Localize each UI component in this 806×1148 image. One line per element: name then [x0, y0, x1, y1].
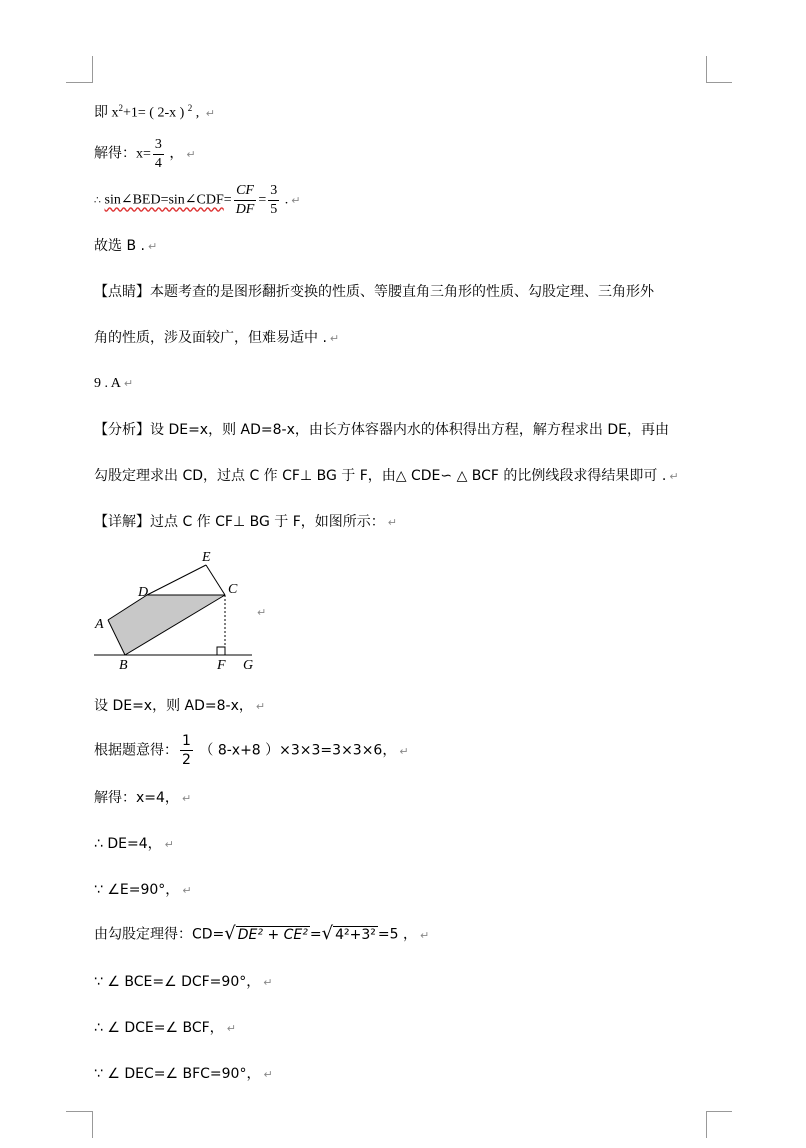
text: =	[258, 192, 267, 208]
fraction	[180, 732, 193, 769]
angle-line-3	[94, 1064, 273, 1085]
text: .	[281, 192, 289, 208]
fraction	[153, 136, 164, 173]
comment-line-1	[94, 282, 654, 302]
radicand: 4²+3²	[335, 927, 376, 943]
paragraph-mark: ↵	[257, 606, 267, 619]
solve-line	[94, 788, 191, 809]
set-line	[94, 696, 265, 717]
paragraph-mark: ↵	[186, 147, 196, 161]
edge-ec	[206, 565, 225, 595]
paragraph-mark: ↵	[226, 1022, 236, 1035]
text: =	[223, 192, 232, 208]
text: 解得：x=	[94, 146, 151, 162]
square-root: √ 4²+3²	[321, 923, 376, 944]
numerator: 3	[268, 182, 279, 201]
text: ∵ ∠E=90°，	[94, 882, 180, 898]
text: ∵ ∠ DEC=∠ BFC=90°，	[94, 1066, 261, 1082]
sin-equation-line	[94, 182, 300, 219]
text: 角的性质，涉及面较广，但难易适中 .	[94, 330, 327, 346]
edge-de	[147, 565, 206, 595]
text: =5 ，	[377, 926, 417, 943]
paragraph-mark: ↵	[255, 700, 266, 713]
comment-line-2	[94, 328, 339, 349]
denominator: 5	[270, 202, 278, 217]
right-angle-mark	[217, 647, 225, 655]
label-f: F	[217, 658, 226, 672]
water-region	[108, 595, 225, 655]
paragraph-mark: ↵	[669, 470, 679, 483]
paragraph-mark: ↵	[263, 976, 273, 989]
text: （ 8-x+8 ）×3×3=3×3×6，	[194, 742, 397, 759]
denominator: DF	[235, 202, 255, 217]
paragraph-mark: ↵	[147, 240, 158, 253]
geometry-figure	[90, 548, 270, 672]
answer-line	[94, 236, 157, 257]
text: 勾股定理求出 CD，过点 C 作 CF⊥ BG 于 F，由△ CDE∽ △ BCF 的比例线段求得结果即可 .	[94, 468, 667, 484]
numerator: 3	[153, 136, 164, 155]
de-line	[94, 834, 174, 855]
square-root: √ DE² + CE²	[224, 923, 308, 944]
fraction	[234, 182, 257, 219]
label-d: D	[138, 585, 149, 600]
label-b: B	[119, 658, 128, 672]
superscript: 2	[187, 103, 193, 113]
text: 即 x	[94, 105, 119, 121]
text: 9 . A	[94, 376, 121, 391]
paragraph-mark: ↵	[291, 193, 301, 207]
detail-line	[94, 512, 397, 533]
paragraph-mark: ↵	[419, 928, 430, 942]
paragraph-mark: ↵	[164, 838, 174, 851]
text: 【详解】过点 C 作 CF⊥ BG 于 F，如图所示：	[94, 514, 385, 530]
paragraph-mark: ↵	[329, 332, 340, 345]
text: 【点睛】本题考查的是图形翻折变换的性质、等腰直角三角形的性质、勾股定理、三角形外	[94, 284, 654, 300]
paragraph-mark: ↵	[123, 377, 134, 390]
solution-line	[94, 136, 196, 173]
text: ，	[165, 146, 184, 162]
denominator: 2	[182, 752, 191, 768]
denominator: 4	[154, 156, 162, 171]
therefore-symbol: ∴	[94, 193, 101, 207]
paragraph-mark: ↵	[181, 792, 192, 805]
text: 由勾股定理得：CD=	[94, 926, 225, 943]
text: 【分析】设 DE=x，则 AD=8-x，由长方体容器内水的体积得出方程，解方程求出 DE，再由	[94, 422, 669, 438]
text: =	[309, 926, 322, 943]
text: ∵ ∠ BCE=∠ DCF=90°，	[94, 974, 261, 990]
superscript: 2	[118, 103, 123, 113]
angle-e-line	[94, 880, 192, 901]
paragraph-mark: ↵	[399, 744, 409, 758]
label-c: C	[228, 582, 238, 597]
paragraph-mark: ↵	[387, 516, 397, 529]
equation-line-1	[94, 98, 215, 124]
label-e: E	[202, 550, 211, 565]
text: +1= ( 2-x )	[123, 105, 188, 121]
analysis-line-1	[94, 420, 669, 440]
text: ,	[192, 105, 203, 121]
pythagoras-line	[94, 924, 429, 946]
angle-line-2	[94, 1018, 236, 1039]
paragraph-mark: ↵	[205, 106, 215, 120]
label-g: G	[243, 658, 254, 672]
equation-by-volume	[94, 732, 409, 769]
fraction	[268, 182, 279, 219]
numerator: 1	[182, 733, 191, 749]
paragraph-mark: ↵	[263, 1068, 273, 1081]
text: ∴ DE=4，	[94, 836, 162, 852]
spellcheck-underlined-text: sin∠BED=sin∠CDF	[104, 192, 224, 208]
text: 故选 B .	[94, 238, 145, 254]
radicand: DE² + CE²	[237, 927, 308, 943]
analysis-line-2	[94, 466, 679, 487]
label-a: A	[95, 617, 104, 632]
text: 根据题意得：	[94, 742, 178, 759]
question-number	[94, 374, 133, 394]
paragraph-mark: ↵	[182, 884, 192, 897]
text: ∴ ∠ DCE=∠ BCF，	[94, 1020, 224, 1036]
text: 解得：x=4，	[94, 790, 179, 806]
text: 设 DE=x，则 AD=8-x，	[94, 698, 253, 714]
angle-line-1	[94, 972, 272, 993]
numerator: CF	[234, 182, 257, 201]
